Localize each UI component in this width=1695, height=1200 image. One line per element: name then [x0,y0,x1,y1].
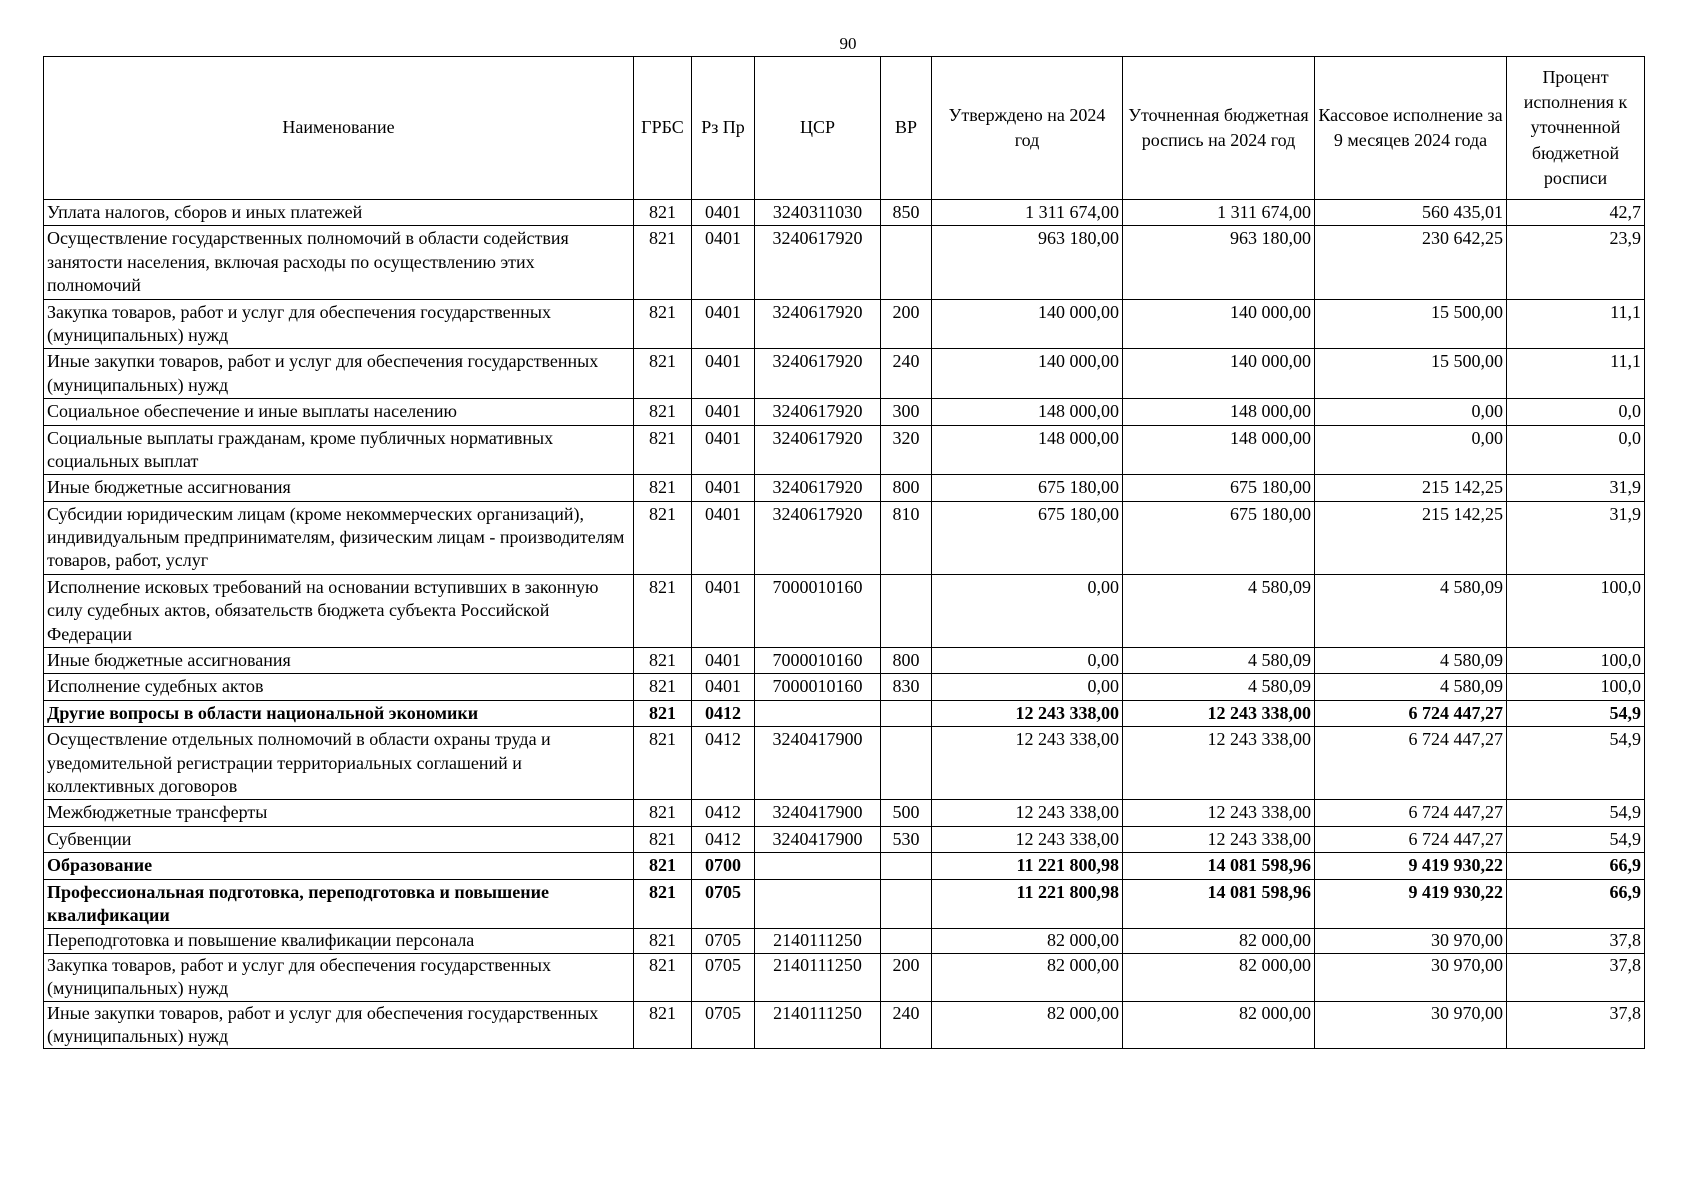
table-row [44,501,1645,574]
table-row [44,425,1645,475]
cell-rzpr: 0700 [692,853,755,879]
cell-refined: 140 000,00 [1123,349,1315,399]
cell-csr: 3240617920 [755,299,881,349]
table-body [44,200,1645,1049]
cell-vr: 830 [881,674,932,700]
cell-approved: 0,00 [932,674,1123,700]
cell-refined: 1 311 674,00 [1123,200,1315,226]
cell-rzpr: 0401 [692,574,755,647]
cell-csr: 3240617920 [755,475,881,501]
cell-percent: 37,8 [1507,953,1645,1001]
cell-vr: 240 [881,1001,932,1049]
cell-vr: 810 [881,501,932,574]
table-row [44,826,1645,852]
cell-grbs: 821 [634,953,692,1001]
cell-csr: 2140111250 [755,1001,881,1049]
table-row [44,648,1645,674]
cell-grbs: 821 [634,674,692,700]
cell-percent: 31,9 [1507,501,1645,574]
cell-csr: 3240417900 [755,727,881,800]
cell-approved: 675 180,00 [932,501,1123,574]
cell-vr [881,574,932,647]
cell-vr [881,929,932,953]
cell-percent: 37,8 [1507,1001,1645,1049]
cell-vr: 240 [881,349,932,399]
cell-cash: 6 724 447,27 [1315,826,1507,852]
cell-approved: 12 243 338,00 [932,800,1123,826]
cell-percent: 54,9 [1507,800,1645,826]
cell-cash: 4 580,09 [1315,674,1507,700]
cell-csr: 7000010160 [755,648,881,674]
cell-refined: 148 000,00 [1123,399,1315,425]
cell-name: Субвенции [44,826,634,852]
cell-cash: 0,00 [1315,399,1507,425]
cell-name: Исполнение судебных актов [44,674,634,700]
cell-grbs: 821 [634,501,692,574]
cell-rzpr: 0412 [692,826,755,852]
table-row [44,727,1645,800]
table-row [44,399,1645,425]
cell-cash: 6 724 447,27 [1315,800,1507,826]
cell-approved: 82 000,00 [932,1001,1123,1049]
cell-rzpr: 0705 [692,1001,755,1049]
cell-csr: 2140111250 [755,953,881,1001]
table-row [44,953,1645,1001]
cell-csr: 3240417900 [755,800,881,826]
cell-refined: 12 243 338,00 [1123,800,1315,826]
cell-refined: 4 580,09 [1123,648,1315,674]
table-row [44,700,1645,726]
cell-name: Социальное обеспечение и иные выплаты населению [44,399,634,425]
cell-vr [881,700,932,726]
cell-rzpr: 0401 [692,349,755,399]
cell-csr: 3240617920 [755,501,881,574]
cell-name: Межбюджетные трансферты [44,800,634,826]
cell-refined: 12 243 338,00 [1123,727,1315,800]
cell-vr: 850 [881,200,932,226]
cell-cash: 9 419 930,22 [1315,879,1507,929]
cell-name: Образование [44,853,634,879]
cell-csr: 3240617920 [755,399,881,425]
cell-percent: 0,0 [1507,425,1645,475]
cell-cash: 215 142,25 [1315,475,1507,501]
cell-refined: 12 243 338,00 [1123,700,1315,726]
cell-percent: 100,0 [1507,574,1645,647]
table-row [44,800,1645,826]
cell-grbs: 821 [634,853,692,879]
header-vr: ВР [881,57,932,200]
cell-csr: 3240417900 [755,826,881,852]
cell-rzpr: 0401 [692,501,755,574]
header-rzpr: Рз Пр [692,57,755,200]
cell-cash: 9 419 930,22 [1315,853,1507,879]
cell-approved: 675 180,00 [932,475,1123,501]
budget-execution-table [43,56,1645,1049]
cell-vr [881,727,932,800]
cell-vr: 200 [881,953,932,1001]
cell-grbs: 821 [634,826,692,852]
cell-name: Осуществление отдельных полномочий в области охраны труда и уведомительной регистрации территориальных соглашений и коллективных договоров [44,727,634,800]
cell-rzpr: 0401 [692,299,755,349]
cell-refined: 4 580,09 [1123,674,1315,700]
cell-refined: 675 180,00 [1123,501,1315,574]
cell-refined: 12 243 338,00 [1123,826,1315,852]
cell-csr: 3240617920 [755,425,881,475]
cell-approved: 963 180,00 [932,226,1123,299]
cell-approved: 82 000,00 [932,929,1123,953]
cell-refined: 148 000,00 [1123,425,1315,475]
cell-name: Исполнение исковых требований на основании вступивших в законную силу судебных актов, обязательств бюджета субъекта Российской Федерации [44,574,634,647]
cell-grbs: 821 [634,425,692,475]
cell-cash: 30 970,00 [1315,1001,1507,1049]
cell-approved: 148 000,00 [932,425,1123,475]
cell-approved: 140 000,00 [932,299,1123,349]
cell-grbs: 821 [634,475,692,501]
cell-vr: 800 [881,475,932,501]
cell-percent: 0,0 [1507,399,1645,425]
cell-grbs: 821 [634,574,692,647]
cell-name: Иные бюджетные ассигнования [44,475,634,501]
cell-rzpr: 0401 [692,674,755,700]
table-row [44,226,1645,299]
cell-approved: 0,00 [932,574,1123,647]
cell-name: Иные закупки товаров, работ и услуг для обеспечения государственных (муниципальных) нужд [44,1001,634,1049]
cell-cash: 4 580,09 [1315,648,1507,674]
cell-percent: 54,9 [1507,727,1645,800]
table-row [44,349,1645,399]
cell-grbs: 821 [634,800,692,826]
table-row [44,929,1645,953]
cell-name: Иные закупки товаров, работ и услуг для обеспечения государственных (муниципальных) нужд [44,349,634,399]
cell-refined: 140 000,00 [1123,299,1315,349]
cell-grbs: 821 [634,399,692,425]
table-row [44,200,1645,226]
cell-approved: 1 311 674,00 [932,200,1123,226]
cell-cash: 6 724 447,27 [1315,700,1507,726]
cell-vr: 200 [881,299,932,349]
cell-name: Уплата налогов, сборов и иных платежей [44,200,634,226]
cell-percent: 37,8 [1507,929,1645,953]
cell-cash: 15 500,00 [1315,349,1507,399]
cell-grbs: 821 [634,648,692,674]
cell-vr: 300 [881,399,932,425]
cell-cash: 6 724 447,27 [1315,727,1507,800]
header-percent: Процент исполнения к уточненной бюджетной росписи [1507,57,1645,200]
header-name: Наименование [44,57,634,200]
cell-percent: 66,9 [1507,879,1645,929]
cell-rzpr: 0705 [692,879,755,929]
cell-refined: 82 000,00 [1123,1001,1315,1049]
cell-percent: 100,0 [1507,648,1645,674]
cell-csr: 3240617920 [755,226,881,299]
cell-percent: 54,9 [1507,700,1645,726]
table-row [44,674,1645,700]
table-row [44,475,1645,501]
cell-refined: 82 000,00 [1123,953,1315,1001]
page-number: 90 [839,34,857,53]
cell-rzpr: 0705 [692,929,755,953]
cell-rzpr: 0401 [692,399,755,425]
table-row [44,879,1645,929]
cell-approved: 140 000,00 [932,349,1123,399]
cell-percent: 31,9 [1507,475,1645,501]
cell-vr: 530 [881,826,932,852]
cell-rzpr: 0412 [692,727,755,800]
cell-approved: 148 000,00 [932,399,1123,425]
cell-csr: 2140111250 [755,929,881,953]
cell-csr: 3240311030 [755,200,881,226]
cell-rzpr: 0401 [692,226,755,299]
cell-refined: 675 180,00 [1123,475,1315,501]
cell-percent: 54,9 [1507,826,1645,852]
table-header-row [44,57,1645,200]
cell-name: Иные бюджетные ассигнования [44,648,634,674]
cell-name: Профессиональная подготовка, переподготовка и повышение квалификации [44,879,634,929]
cell-rzpr: 0412 [692,800,755,826]
cell-vr: 800 [881,648,932,674]
table-row [44,1001,1645,1049]
cell-cash: 0,00 [1315,425,1507,475]
cell-vr [881,226,932,299]
cell-name: Социальные выплаты гражданам, кроме публичных нормативных социальных выплат [44,425,634,475]
cell-vr [881,853,932,879]
cell-refined: 82 000,00 [1123,929,1315,953]
cell-approved: 82 000,00 [932,953,1123,1001]
cell-csr [755,700,881,726]
cell-grbs: 821 [634,226,692,299]
cell-csr: 7000010160 [755,574,881,647]
cell-vr: 500 [881,800,932,826]
cell-csr: 3240617920 [755,349,881,399]
cell-rzpr: 0705 [692,953,755,1001]
table-row [44,299,1645,349]
cell-cash: 560 435,01 [1315,200,1507,226]
cell-approved: 11 221 800,98 [932,853,1123,879]
cell-approved: 12 243 338,00 [932,700,1123,726]
cell-name: Закупка товаров, работ и услуг для обеспечения государственных (муниципальных) нужд [44,299,634,349]
cell-percent: 100,0 [1507,674,1645,700]
cell-grbs: 821 [634,879,692,929]
cell-rzpr: 0401 [692,425,755,475]
cell-grbs: 821 [634,349,692,399]
cell-percent: 11,1 [1507,299,1645,349]
cell-grbs: 821 [634,727,692,800]
cell-csr [755,879,881,929]
cell-grbs: 821 [634,1001,692,1049]
header-approved: Утверждено на 2024 год [932,57,1123,200]
cell-rzpr: 0412 [692,700,755,726]
cell-csr: 7000010160 [755,674,881,700]
cell-name: Осуществление государственных полномочий в области содействия занятости населения, включая расходы по осуществлению этих полномочий [44,226,634,299]
cell-cash: 4 580,09 [1315,574,1507,647]
cell-percent: 11,1 [1507,349,1645,399]
header-grbs: ГРБС [634,57,692,200]
cell-vr: 320 [881,425,932,475]
cell-rzpr: 0401 [692,200,755,226]
cell-name: Другие вопросы в области национальной экономики [44,700,634,726]
cell-cash: 30 970,00 [1315,929,1507,953]
cell-rzpr: 0401 [692,648,755,674]
cell-name: Закупка товаров, работ и услуг для обеспечения государственных (муниципальных) нужд [44,953,634,1001]
table-row [44,574,1645,647]
cell-rzpr: 0401 [692,475,755,501]
cell-refined: 14 081 598,96 [1123,853,1315,879]
cell-percent: 42,7 [1507,200,1645,226]
cell-grbs: 821 [634,929,692,953]
table-row [44,853,1645,879]
header-csr: ЦСР [755,57,881,200]
header-cash: Кассовое исполнение за 9 месяцев 2024 года [1315,57,1507,200]
cell-percent: 23,9 [1507,226,1645,299]
cell-approved: 11 221 800,98 [932,879,1123,929]
cell-cash: 215 142,25 [1315,501,1507,574]
cell-refined: 4 580,09 [1123,574,1315,647]
cell-name: Субсидии юридическим лицам (кроме некоммерческих организаций), индивидуальным предпринимателям, физическим лицам - производителям товаров, работ, услуг [44,501,634,574]
cell-vr [881,879,932,929]
cell-approved: 12 243 338,00 [932,826,1123,852]
cell-grbs: 821 [634,299,692,349]
cell-approved: 12 243 338,00 [932,727,1123,800]
cell-csr [755,853,881,879]
cell-refined: 14 081 598,96 [1123,879,1315,929]
cell-grbs: 821 [634,200,692,226]
cell-percent: 66,9 [1507,853,1645,879]
cell-grbs: 821 [634,700,692,726]
cell-refined: 963 180,00 [1123,226,1315,299]
cell-name: Переподготовка и повышение квалификации персонала [44,929,634,953]
cell-cash: 230 642,25 [1315,226,1507,299]
header-refined: Уточненная бюджетная роспись на 2024 год [1123,57,1315,200]
cell-cash: 15 500,00 [1315,299,1507,349]
cell-approved: 0,00 [932,648,1123,674]
cell-cash: 30 970,00 [1315,953,1507,1001]
